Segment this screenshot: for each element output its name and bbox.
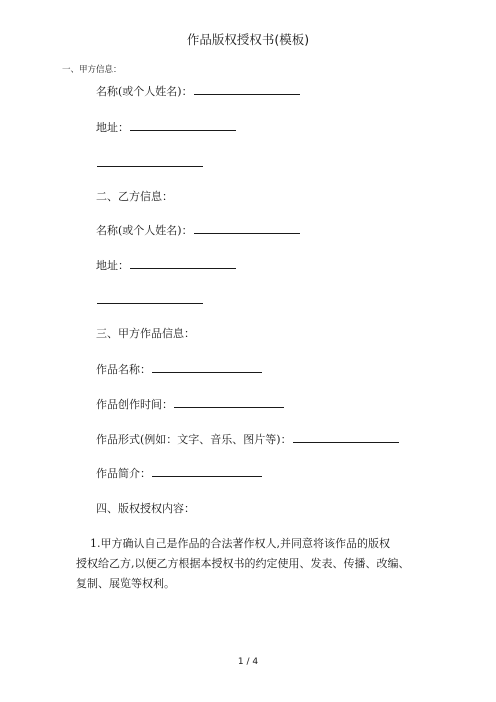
section-heading-party-a: 一、甲方信息： bbox=[62, 65, 122, 75]
party-b-address-extra-row bbox=[96, 292, 203, 308]
party-a-address-extra-row bbox=[96, 155, 203, 171]
clause-1-line-3: 复制、展览等权利。 bbox=[76, 577, 175, 590]
party-a-name-label: 名称(或个人姓名)： bbox=[96, 85, 193, 98]
party-b-address-blank[interactable] bbox=[130, 257, 236, 269]
page-number: 1 / 4 bbox=[237, 657, 259, 667]
party-b-address-label: 地址： bbox=[96, 259, 129, 272]
work-name-label: 作品名称： bbox=[96, 363, 151, 376]
work-form-row bbox=[96, 431, 399, 447]
work-summary-blank[interactable] bbox=[152, 465, 262, 477]
party-a-address-extra-blank[interactable] bbox=[97, 155, 203, 167]
section-heading-authorization: 四、版权授权内容： bbox=[96, 502, 195, 515]
section-heading-work-info: 三、甲方作品信息： bbox=[96, 327, 195, 340]
work-name-blank[interactable] bbox=[152, 361, 262, 373]
section-heading-party-b: 二、乙方信息： bbox=[96, 190, 173, 203]
creation-time-row bbox=[96, 396, 284, 412]
work-form-blank[interactable] bbox=[293, 431, 399, 443]
authorization-clause-1 bbox=[76, 534, 436, 594]
party-b-name-row bbox=[96, 222, 300, 238]
party-b-address-row bbox=[96, 257, 236, 273]
party-a-address-row bbox=[96, 119, 236, 135]
party-b-name-blank[interactable] bbox=[194, 222, 300, 234]
document-title: 作品版权授权书(模板) bbox=[186, 32, 310, 47]
clause-1-line-1: 1.甲方确认自己是作品的合法著作权人,并同意将该作品的版权 bbox=[90, 537, 390, 550]
work-name-row bbox=[96, 361, 262, 377]
party-a-name-row bbox=[96, 83, 300, 99]
creation-time-blank[interactable] bbox=[174, 396, 284, 408]
work-summary-row bbox=[96, 465, 262, 481]
clause-1-line-2: 授权给乙方,以便乙方根据本授权书的约定使用、发表、传播、改编、 bbox=[76, 557, 410, 570]
creation-time-label: 作品创作时间： bbox=[96, 398, 173, 411]
party-b-name-label: 名称(或个人姓名)： bbox=[96, 224, 193, 237]
party-a-name-blank[interactable] bbox=[194, 83, 300, 95]
work-form-label: 作品形式(例如：文字、音乐、图片等)： bbox=[96, 433, 292, 446]
work-summary-label: 作品简介： bbox=[96, 467, 151, 480]
party-a-address-label: 地址： bbox=[96, 121, 129, 134]
party-a-address-blank[interactable] bbox=[130, 119, 236, 131]
party-b-address-extra-blank[interactable] bbox=[97, 292, 203, 304]
